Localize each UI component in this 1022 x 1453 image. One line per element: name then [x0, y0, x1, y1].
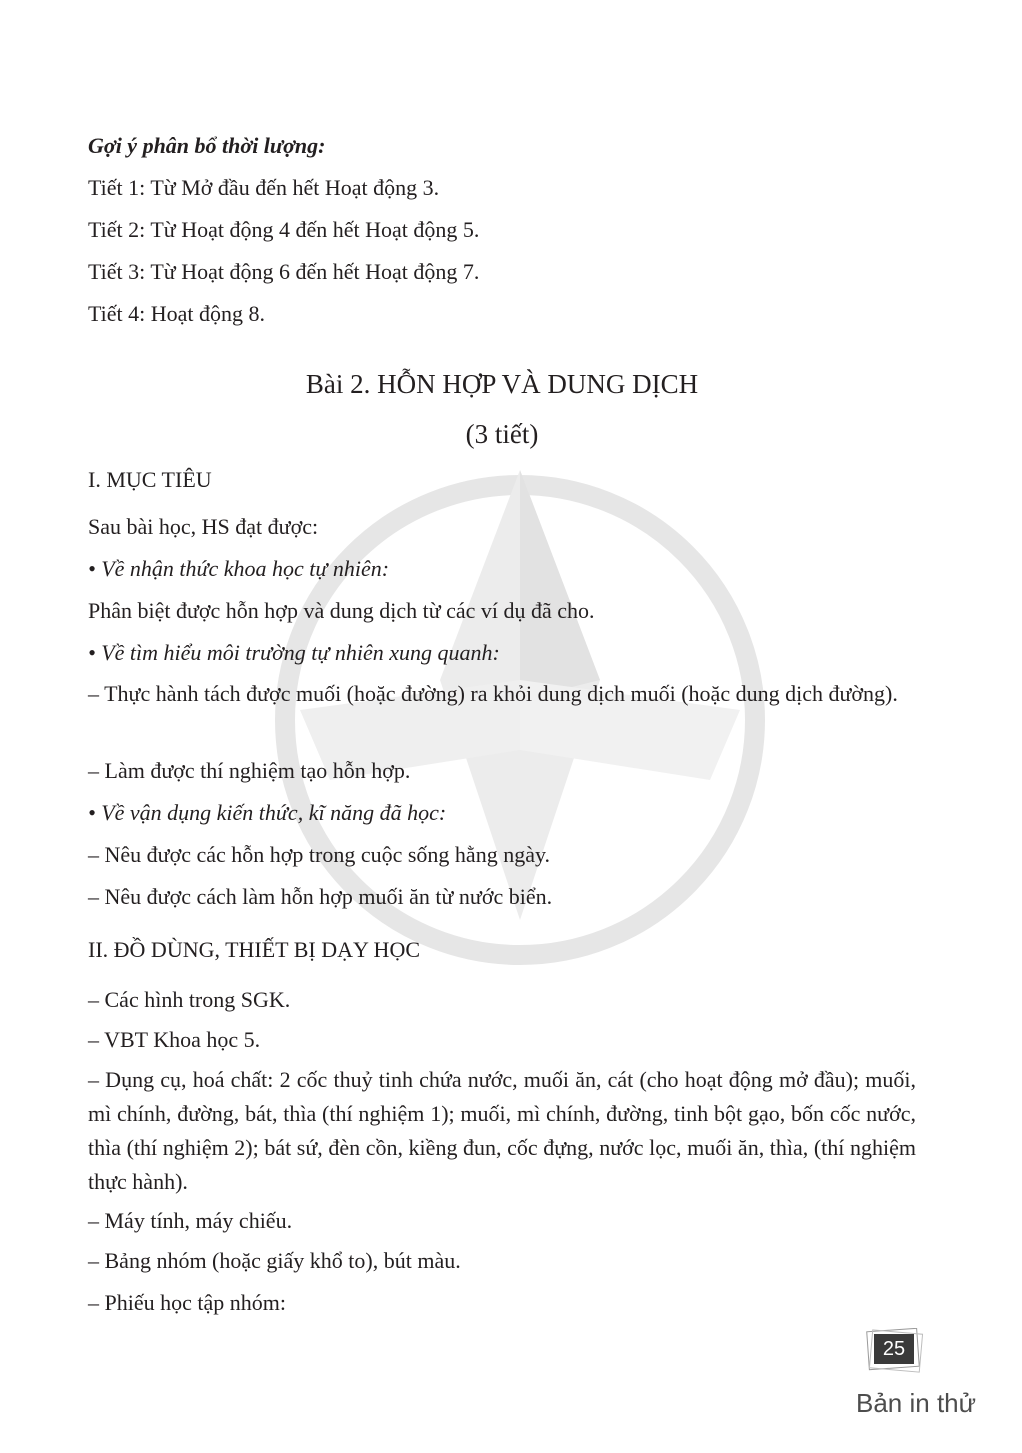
page-number: 25 — [874, 1334, 914, 1364]
objectives-text: – Nêu được cách làm hỗn hợp muối ăn từ nước biển. — [88, 884, 553, 909]
schedule-item: Tiết 3: Từ Hoạt động 6 đến hết Hoạt động 7. — [88, 259, 480, 284]
schedule-item: Tiết 2: Từ Hoạt động 4 đến hết Hoạt động 5. — [88, 217, 480, 242]
lesson-duration: (3 tiết) — [465, 419, 539, 449]
section-heading-objectives: I. MỤC TIÊU — [88, 467, 212, 492]
schedule-item: Tiết 4: Hoạt động 8. — [88, 301, 266, 326]
equipment-item: – Bảng nhóm (hoặc giấy khổ to), bút màu. — [88, 1248, 461, 1273]
lesson-title: Bài 2. HỖN HỢP VÀ DUNG DỊCH — [305, 369, 699, 399]
objectives-subheading: • Về vận dụng kiến thức, kĩ năng đã học: — [88, 800, 447, 825]
schedule-heading: Gợi ý phân bổ thời lượng: — [88, 133, 326, 158]
equipment-item: – VBT Khoa học 5. — [88, 1027, 261, 1052]
objectives-intro: Sau bài học, HS đạt được: — [88, 514, 319, 539]
equipment-item: – Phiếu học tập nhóm: — [88, 1290, 286, 1315]
objectives-text: Phân biệt được hỗn hợp và dung dịch từ các ví dụ đã cho. — [88, 598, 595, 623]
draft-label: Bản in thử — [856, 1388, 977, 1418]
schedule-item: Tiết 1: Từ Mở đầu đến hết Hoạt động 3. — [88, 175, 440, 200]
objectives-text: – Làm được thí nghiệm tạo hỗn hợp. — [88, 758, 411, 783]
equipment-item: – Dụng cụ, hoá chất: 2 cốc thuỷ tinh chứa nước, muối ăn, cát (cho hoạt động mở đầu); muối, mì chính, đường, bát, thìa (thí nghiệm 1); muối, mì chính, đường, tinh bột gạo, bốn cốc nước, thìa (thí nghiệm 2); bát sứ, đèn cồn, kiềng đun, cốc đựng, nước lọc, muối ăn, thìa, (thí nghiệm thực hành). — [88, 1067, 916, 1194]
equipment-item: – Các hình trong SGK. — [88, 987, 291, 1012]
page-number-badge — [866, 1328, 926, 1374]
section-heading-equipment: II. ĐỒ DÙNG, THIẾT BỊ DẠY HỌC — [88, 937, 421, 962]
objectives-subheading: • Về nhận thức khoa học tự nhiên: — [88, 556, 390, 581]
objectives-text: – Nêu được các hỗn hợp trong cuộc sống hằng ngày. — [88, 842, 551, 867]
objectives-subheading: • Về tìm hiểu môi trường tự nhiên xung quanh: — [88, 640, 500, 665]
equipment-item: – Máy tính, máy chiếu. — [88, 1208, 293, 1233]
objectives-text: – Thực hành tách được muối (hoặc đường) ra khỏi dung dịch muối (hoặc dung dịch đường). — [88, 681, 898, 706]
